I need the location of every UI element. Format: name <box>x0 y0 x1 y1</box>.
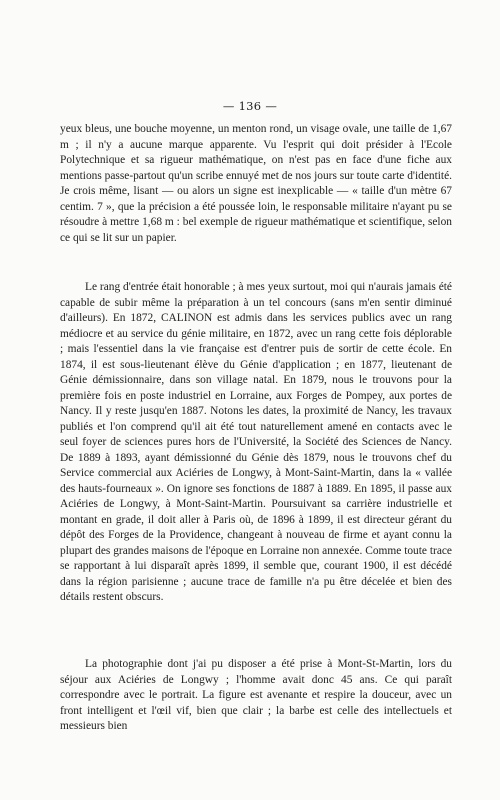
paragraph-1: yeux bleus, une bouche moyenne, un menton rond, un visage ovale, une taille de 1,67 m ; il n'y a aucune marque apparente. Vu l'esprit qui doit présider à l'Ecole Polytechnique et sa rigueur mathématique, on n'est pas en face d'une fiche aux mentions passe-partout qu'un scribe ennuyé met de nos jours sur toute carte d'identité. Je crois même, lisant — ou alors un signe est inexplicable — « taille d'un mètre 67 centim. 7 », que la précision a été poussée loin, le responsable militaire n'ayant pu se résoudre à mettre 1,68 m : bel exemple de rigueur mathématique et scientifique, selon ce qui se lit sur un papier. <box>60 123 452 244</box>
paragraph-2: Le rang d'entrée était honorable ; à mes yeux surtout, moi qui n'aurais jamais été capable de subir même la préparation à un tel concours (sans m'en sentir diminué d'ailleurs). En 1872, CALINON est admis dans les services publics avec un rang médiocre et au service du génie militaire, en 1872, avec un rang cette fois déplorable ; mais l'essentiel dans la vie française est d'entrer puis de sortir de cette école. En 1874, il est sous-lieutenant élève du Génie d'application ; en 1877, lieutenant de Génie démissionnaire, dans son village natal. En 1879, nous le trouvons pour la première fois en poste industriel en Lorraine, aux Forges de Pompey, aux portes de Nancy. Il y reste jusqu'en 1887. Notons les dates, la proximité de Nancy, les travaux publiés et l'on comprend qu'il ait été tout naturellement amené en contacts avec le seul foyer de sciences pures hors de l'Université, la Société des Sciences de Nancy. De 1889 à 1893, ayant démissionné du Génie dès 1879, nous le trouvons chef du Service commercial aux Aciéries de Longwy, à Mont-Saint-Martin, dans la « vallée des hauts-fourneaux ». On ignore ses fonctions de 1887 à 1889. En 1895, il passe aux Aciéries de Longwy, à Mont-Saint-Martin. Poursuivant sa carrière industrielle et montant en grade, il doit aller à Paris où, de 1896 à 1899, il est directeur gérant du dépôt des Forges de la Providence, changeant à nouveau de firme et ayant connu la plupart des grandes maisons de l'époque en Lorraine non annexée. Comme toute trace se rapportant à lui disparaît après 1899, il semble que, courant 1900, il est décédé dans la région parisienne ; aucune trace de famille n'a pu être décelée et bien des détails restent obscurs. <box>60 281 452 603</box>
paragraph-3: La photographie dont j'ai pu disposer a été prise à Mont-St-Martin, lors du séjour aux Aciéries de Longwy ; l'homme avait donc 45 ans. Ce qui paraît correspondre avec le portrait. La figure est avenante et respire la douceur, avec un front intelligent et l'œil vif, bien que clair ; la barbe est celle des intellectuels et messieurs bien <box>60 658 452 732</box>
page-number: — 136 — <box>222 99 278 113</box>
